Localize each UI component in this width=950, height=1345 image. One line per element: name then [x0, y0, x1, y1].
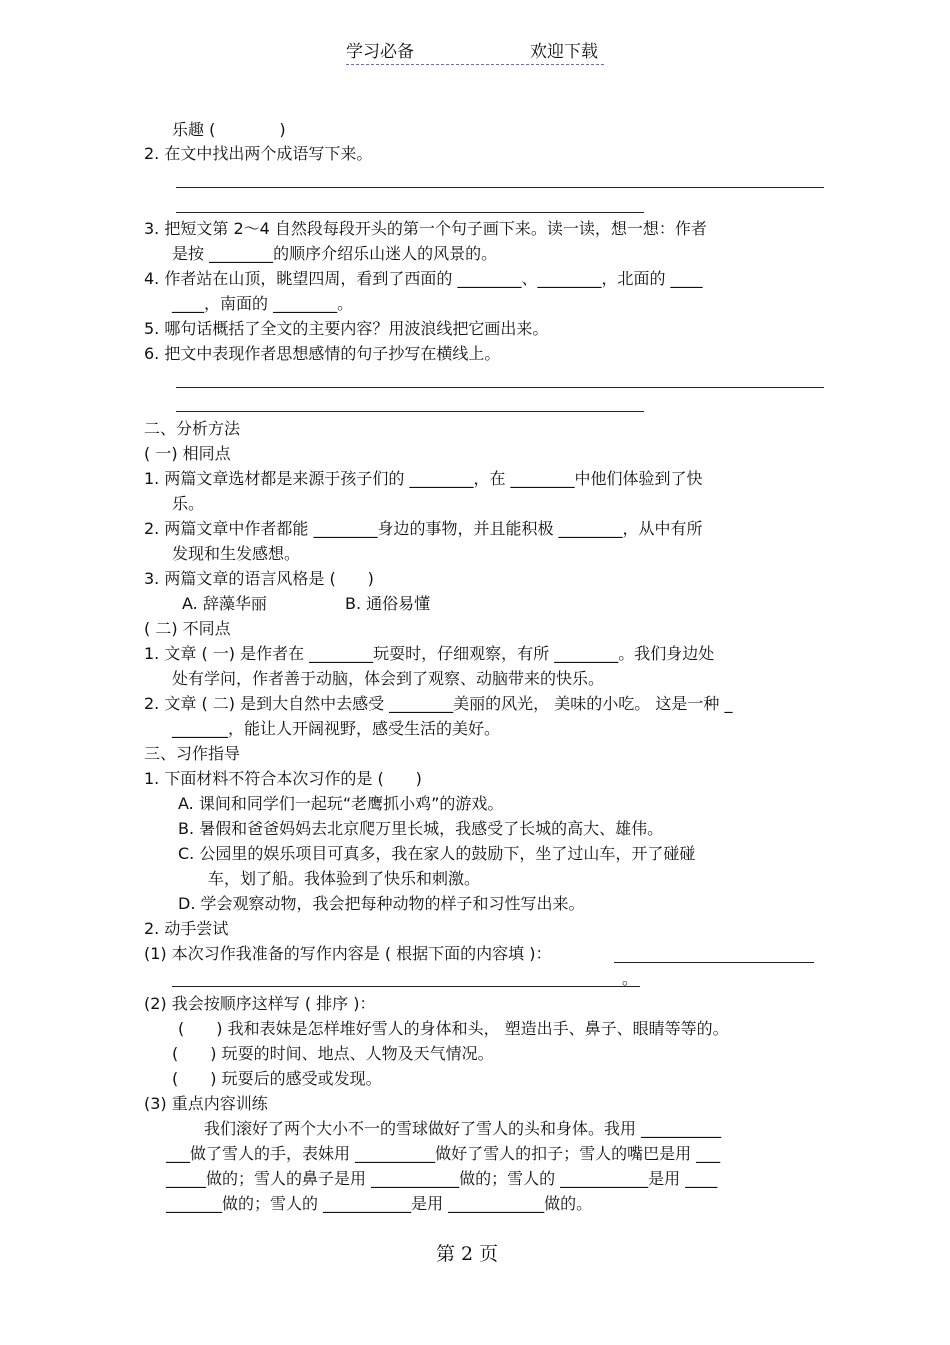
- choice-b: B. 暑假和爸爸妈妈去北京爬万里长城，我感受了长城的高大、雄伟。: [178, 819, 664, 838]
- answer-line: [176, 387, 824, 388]
- q1-continuation: 乐趣 ( ): [172, 120, 286, 139]
- answer-line: [176, 187, 824, 188]
- similarity-3: 3. 两篇文章的语言风格是 ( ): [144, 569, 374, 588]
- part-1-end-mark: 。: [622, 969, 639, 988]
- question-6: 6. 把文中表现作者思想感情的句子抄写在横线上。: [144, 344, 501, 363]
- section-2-title: 二、分析方法: [144, 419, 241, 438]
- answer-line: [614, 962, 814, 963]
- section-3-title: 三、习作指导: [144, 744, 241, 763]
- part-1-line1: (1) 本次习作我准备的写作内容是 ( 根据下面的内容填 )：: [144, 944, 552, 963]
- answer-line: [176, 212, 644, 213]
- similarity-1-line1: 1. 两篇文章选材都是来源于孩子们的 ________，在 ________中他们体验到了快: [144, 469, 703, 488]
- difference-2-line2: _______，能让人开阔视野，感受生活的美好。: [172, 719, 501, 738]
- writing-question-2: 2. 动手尝试: [144, 919, 229, 938]
- difference-1-line2: 处有学问，作者善于动脑，体会到了观察、动脑带来的快乐。: [172, 669, 605, 688]
- similarity-1-line2: 乐。: [172, 494, 205, 513]
- part-2-heading: (2) 我会按顺序这样写 ( 排序 )：: [144, 994, 376, 1013]
- difference-1-line1: 1. 文章 ( 一) 是作者在 ________玩耍时，仔细观察，有所 ________。我们身边处: [144, 644, 715, 663]
- similarity-2-line1: 2. 两篇文章中作者都能 ________身边的事物，并且能积极 ________，从中有所: [144, 519, 703, 538]
- answer-line: [172, 986, 640, 987]
- question-3-line1: 3. 把短文第 2～4 自然段每段开头的第一个句子画下来。读一读，想一想：作者: [144, 219, 707, 238]
- training-line4: _______做的；雪人的 ___________是用 ____________做的。: [166, 1194, 593, 1213]
- question-2: 2. 在文中找出两个成语写下来。: [144, 144, 373, 163]
- differences-heading: ( 二) 不同点: [144, 619, 231, 638]
- training-line3: _____做的；雪人的鼻子是用 ___________做的；雪人的 ___________是用 ____: [166, 1169, 718, 1188]
- order-item-2: ( ) 玩耍的时间、地点、人物及天气情况。: [172, 1044, 494, 1063]
- order-item-3: ( ) 玩耍后的感受或发现。: [172, 1069, 382, 1088]
- training-line1: 我们滚好了两个大小不一的雪球做好了雪人的头和身体。我用 __________: [204, 1119, 722, 1138]
- similarity-2-line2: 发现和生发感想。: [172, 544, 301, 563]
- header-right: 欢迎下载: [530, 42, 598, 62]
- page-number: 第 2 页: [436, 1243, 499, 1265]
- part-3-heading: (3) 重点内容训练: [144, 1094, 268, 1113]
- option-b: B. 通俗易懂: [345, 594, 431, 613]
- question-4-line1: 4. 作者站在山顶，眺望四周，看到了西面的 ________、________，北面的 ____: [144, 269, 703, 288]
- difference-2-line1: 2. 文章 ( 二) 是到大自然中去感受 ________美丽的风光， 美味的小吃。 这是一种 _: [144, 694, 733, 713]
- training-line2: ___做了雪人的手，表妹用 __________做好了雪人的扣子；雪人的嘴巴是用 ___: [166, 1144, 721, 1163]
- choice-c-line1: C. 公园里的娱乐项目可真多，我在家人的鼓励下，坐了过山车，开了碰碰: [178, 844, 696, 863]
- choice-c-line2: 车，划了船。我体验到了快乐和刺激。: [208, 869, 481, 888]
- writing-question-1: 1. 下面材料不符合本次习作的是 ( ): [144, 769, 422, 788]
- option-a: A. 辞藻华丽: [182, 594, 267, 613]
- order-item-1: ( ) 我和表妹是怎样堆好雪人的身体和头， 塑造出手、鼻子、眼睛等等的。: [178, 1019, 729, 1038]
- choice-d: D. 学会观察动物，我会把每种动物的样子和习性写出来。: [178, 894, 585, 913]
- choice-a: A. 课间和同学们一起玩“老鹰抓小鸡”的游戏。: [178, 794, 504, 813]
- question-4-line2: ____，南面的 ________。: [172, 294, 354, 313]
- answer-line: [176, 411, 644, 412]
- similarities-heading: ( 一) 相同点: [144, 444, 231, 463]
- header-divider: [346, 64, 604, 65]
- header-left: 学习必备: [346, 42, 414, 62]
- question-3-line2: 是按 ________的顺序介绍乐山迷人的风景的。: [172, 244, 498, 263]
- question-5: 5. 哪句话概括了全文的主要内容？用波浪线把它画出来。: [144, 319, 549, 338]
